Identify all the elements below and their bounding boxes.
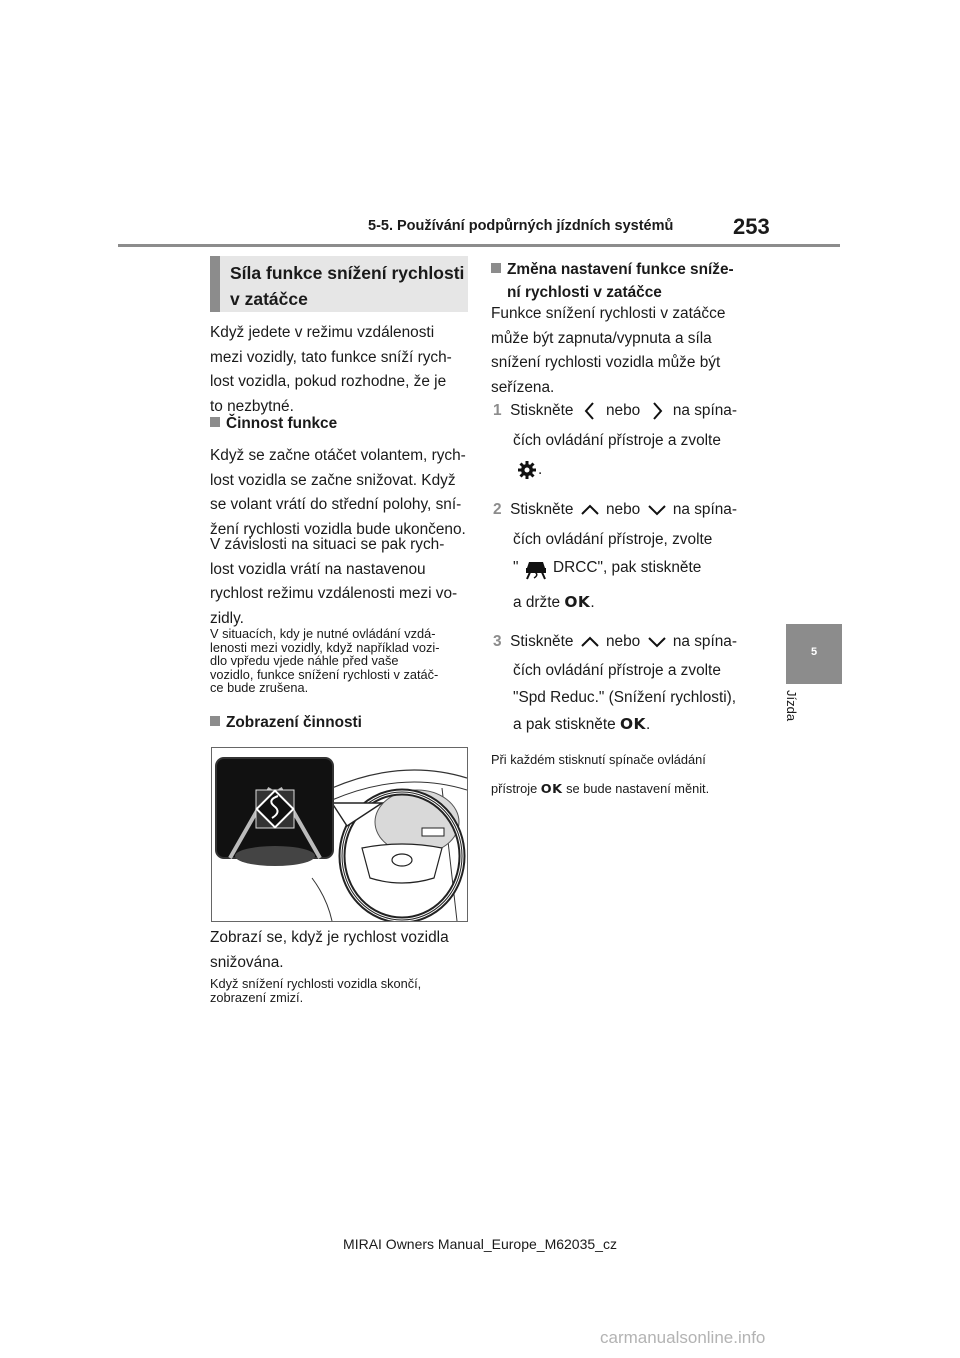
step-3-line2: čích ovládání přístroje a zvolte (513, 662, 721, 679)
change-intro: Funkce snížení rychlosti v zatáčce může být zapnuta/vypnuta a síla snížení rychlosti vozidla může být seřízena. (491, 305, 726, 396)
drcc-curve-icon (523, 556, 549, 580)
header-rule (118, 244, 840, 247)
step-1-line2: čích ovládání přístroje a zvolte (513, 432, 721, 449)
intro-paragraph: Když jedete v režimu vzdálenosti mezi vozidly, tato funkce sníží rych- lost vozidla, pokud rozhodne, že je to nezbytné. (210, 324, 452, 415)
dashboard-illustration (211, 747, 468, 922)
step-1: 1 Stiskněte nebo na spína- (493, 400, 737, 422)
ok-button-icon: OK (619, 715, 646, 733)
gear-icon (516, 459, 538, 481)
square-bullet-icon (491, 263, 501, 273)
meter-and-steering-wheel-illustration (212, 748, 467, 921)
section-title-box (210, 256, 468, 312)
section-title-line1: Síla funkce snížení rychlosti (230, 263, 465, 283)
display-note: Když snížení rychlosti vozidla skončí, zobrazení zmizí. (210, 976, 422, 1005)
display-caption: Zobrazí se, když je rychlost vozidla snižována. (210, 929, 449, 971)
running-header: 5-5. Používání podpůrných jízdních systémů (368, 218, 674, 234)
step-3-line4: a pak stiskněte OK. (513, 715, 651, 733)
step-3: 3 Stiskněte nebo na spína- (493, 631, 737, 653)
chevron-right-icon (645, 400, 669, 422)
chevron-down-icon (645, 631, 669, 653)
watermark: carmanualsonline.info (600, 1328, 766, 1347)
subheading-display: Zobrazení činnosti (210, 711, 362, 734)
step-2-line4: a držte OK. (513, 593, 595, 611)
operation-note: V situacích, kdy je nutné ovládání vzdá- lenosti mezi vozidly, když například vozi- dlo vpředu vjede náhle před vaše vozidlo, funkce snížení rychlosti v zatáč- ce bude zrušena. (210, 626, 440, 695)
operation-paragraph-2: V závislosti na situaci se pak rych- lost vozidla vrátí na nastavenou rychlost režimu vzdálenosti mezi vo- zidly. (210, 536, 458, 627)
subheading-operation: Činnost funkce (210, 412, 337, 435)
step-3-line3: "Spd Reduc." (Snížení rychlosti), (513, 689, 737, 706)
square-bullet-icon (210, 417, 220, 427)
step-2-line3: " DRCC", pak stiskněte (513, 556, 701, 581)
step-2-line2: čích ovládání přístroje, zvolte (513, 531, 713, 548)
square-bullet-icon (210, 716, 220, 726)
operation-paragraph-1: Když se začne otáčet volantem, rych- lost vozidla se začne snižovat. Když se volant vrátí do střední polohy, sní- žení rychlosti vozidla bude ukončeno. (210, 447, 466, 538)
footer-manual-id: MIRAI Owners Manual_Europe_M62035_cz (343, 1236, 617, 1252)
ok-button-icon: OK (564, 593, 591, 611)
chevron-left-icon (578, 400, 602, 422)
chapter-number: 5 (810, 646, 818, 658)
step-2: 2 Stiskněte nebo na spína- (493, 499, 737, 521)
ok-button-icon: OK (540, 782, 563, 797)
subheading-change: Změna nastavení funkce sníže- ní rychlosti v zatáčce (491, 258, 734, 304)
change-note: Při každém stisknutí spínače ovládání přístroje OK se bude nastavení měnit. (491, 752, 710, 797)
step-1-line3: . (516, 458, 542, 483)
chevron-down-icon (645, 499, 669, 521)
page-number: 253 (733, 214, 770, 239)
chevron-up-icon (578, 631, 602, 653)
section-title-line2: v zatáčce (230, 289, 308, 309)
chapter-label: Jízda (784, 690, 799, 722)
chevron-up-icon (578, 499, 602, 521)
